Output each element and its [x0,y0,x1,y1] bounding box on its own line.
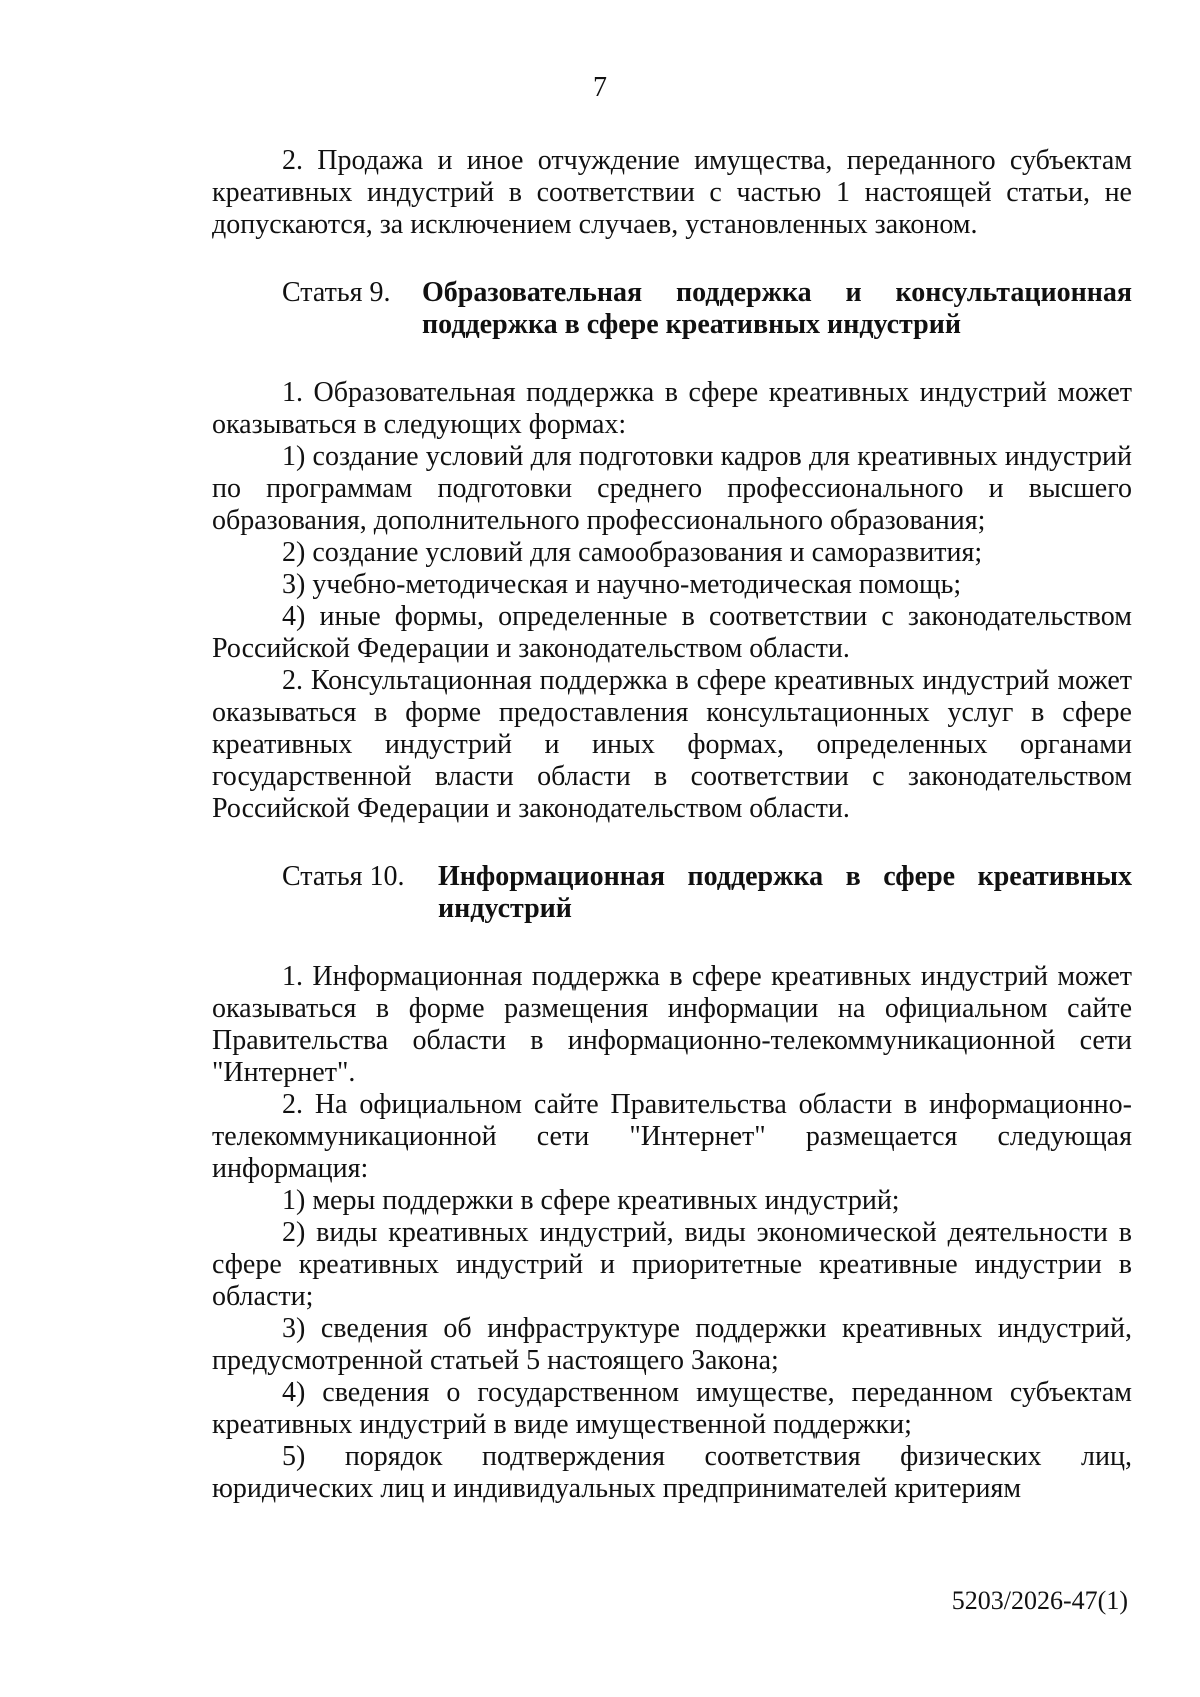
article-9-heading [212,277,1132,341]
page-number: 7 [593,72,607,103]
list-item: 4) сведения о государственном имуществе, переданном субъектам креативных индустрий в виде имущественной поддержки; [212,1377,1132,1440]
list-item: 1) создание условий для подготовки кадров для креативных индустрий по программам подготовки среднего профессионального и высшего образования, дополнительного профессионального образования; [212,441,1132,536]
paragraph: 2. На официальном сайте Правительства области в информационно-телекоммуникационной сети "Интернет" размещается следующая информация: [212,1089,1132,1184]
paragraph: 2. Консультационная поддержка в сфере креативных индустрий может оказываться в форме предоставления консультационных услуг в сфере креативных индустрий и иных формах, определенных органами государственной власти области в соответствии с законодательством Российской Федерации и законодательством области. [212,665,1132,824]
document-registration-code: 5203/2026-47(1) [951,1586,1128,1615]
article-10-heading [212,861,1132,925]
article-label: Статья 9. [282,277,391,308]
list-item: 4) иные формы, определенные в соответствии с законодательством Российской Федерации и законодательством области. [212,601,1132,664]
list-item: 3) сведения об инфраструктуре поддержки креативных индустрий, предусмотренной статьей 5 настоящего Закона; [212,1313,1132,1376]
list-item: 2) создание условий для самообразования и саморазвития; [282,537,983,568]
paragraph: 1. Образовательная поддержка в сфере креативных индустрий может оказываться в следующих формах: [212,377,1132,440]
paragraph: 1. Информационная поддержка в сфере креативных индустрий может оказываться в форме размещения информации на официальном сайте Правительства области в информационно-телекоммуникационной сети "Интернет". [212,961,1132,1088]
article-title: Образовательная поддержка и консультационная поддержка в сфере креативных индустрий [422,277,1132,340]
list-item: 1) меры поддержки в сфере креативных индустрий; [282,1185,900,1216]
paragraph: 2. Продажа и иное отчуждение имущества, переданного субъектам креативных индустрий в соответствии с частью 1 настоящей статьи, не допускаются, за исключением случаев, установленных законом. [212,145,1132,240]
article-label: Статья 10. [282,861,405,892]
list-item: 5) порядок подтверждения соответствия физических лиц, юридических лиц и индивидуальных предпринимателей критериям [212,1441,1132,1504]
document-body [212,145,1132,1505]
article-title: Информационная поддержка в сфере креативных индустрий [438,861,1132,924]
list-item: 2) виды креативных индустрий, виды экономической деятельности в сфере креативных индустрий и приоритетные креативные индустрии в области; [212,1217,1132,1312]
list-item: 3) учебно-методическая и научно-методическая помощь; [282,569,962,600]
